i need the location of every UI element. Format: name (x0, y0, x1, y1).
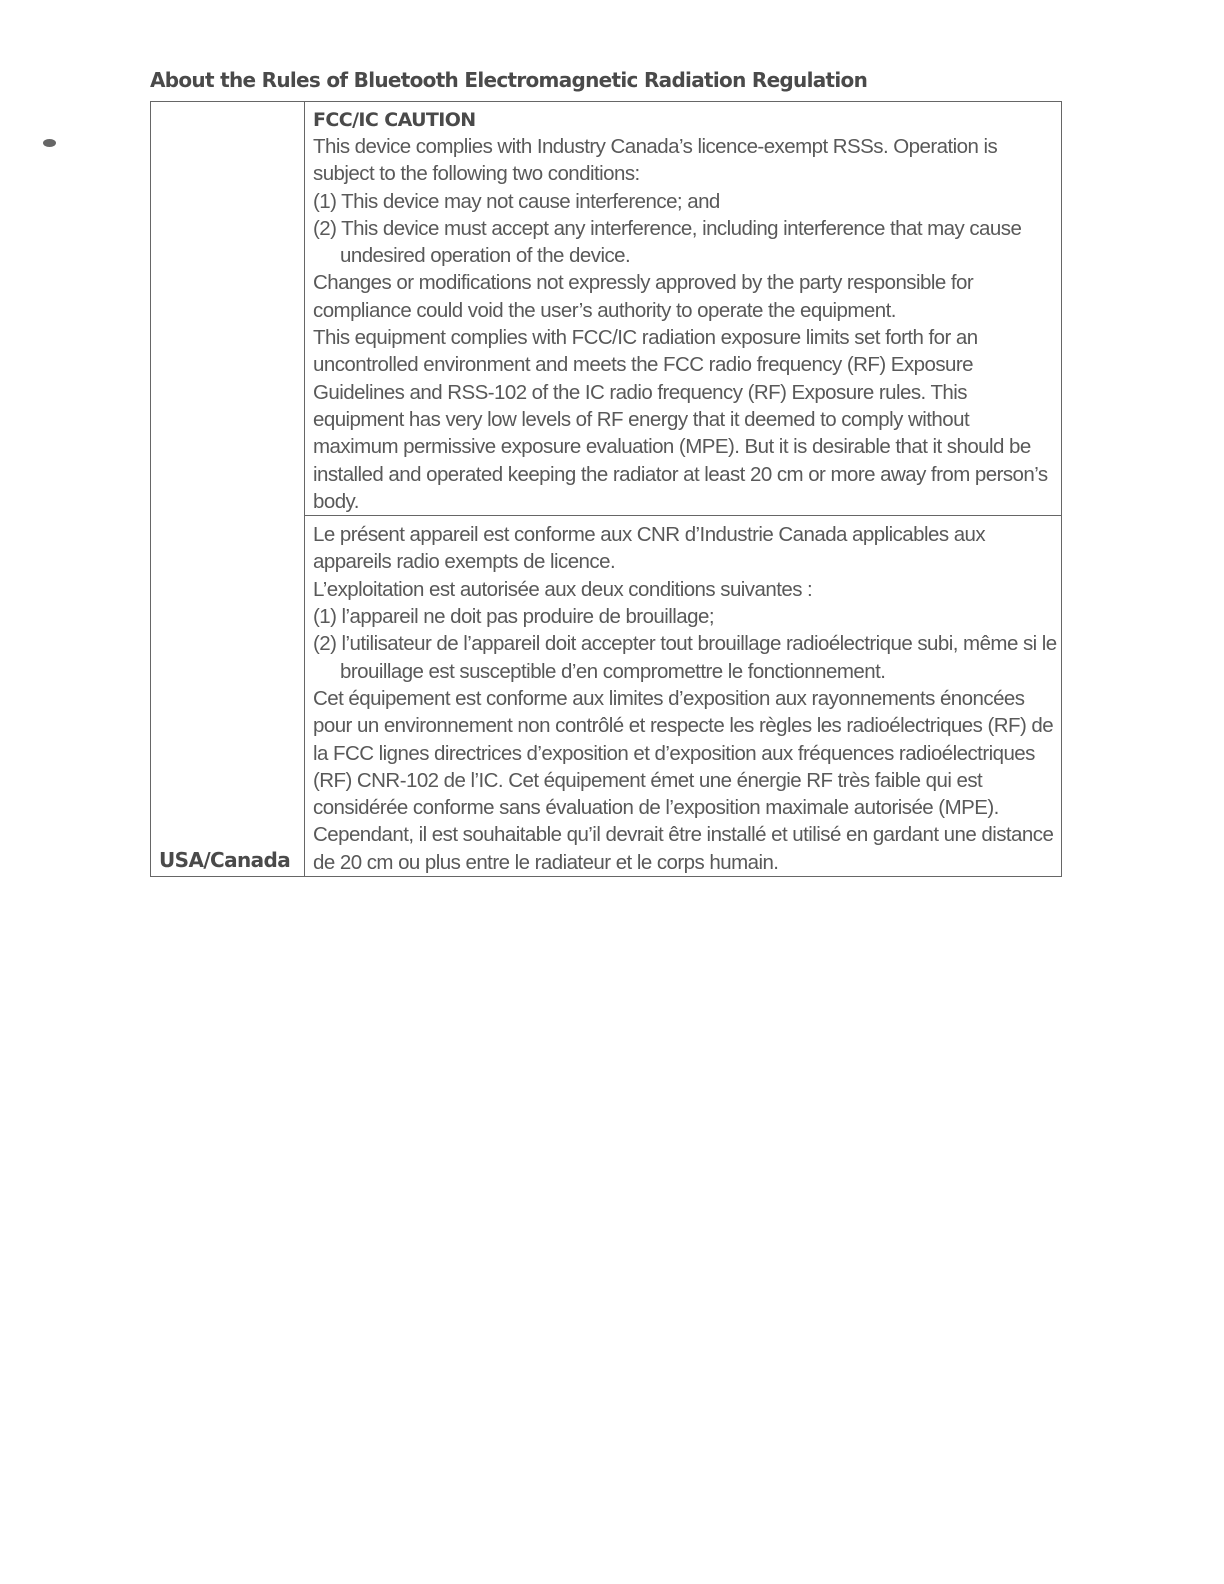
french-condition-1: (1) l’appareil ne doit pas produire de brouillage; (313, 605, 714, 629)
french-exposure-notice: Cet équipement est conforme aux limites d’exposition aux rayonnements énoncées pour un environnement non contrôlé et respecte les règles les radioélectriques (RF) de la FCC lignes directrices d’exposition et d’exposition aux fréquences radioélectriques (RF) CNR-102 de l’IC. Cet équipement émet une énergie RF très faible qui est considérée conforme sans évaluation de l’exposition maximale autorisée (MPE). Cependant, il est souhaitable qu’il devrait être installé et utilisé en gardant une distance de 20 cm ou plus entre le radiateur et le corps humain. (313, 686, 1054, 874)
french-condition-2: (2) l’utilisateur de l’appareil doit accepter tout brouillage radioélectrique subi, même si le brouillage est susceptible d’en compromettre le fonctionnement. (313, 632, 1057, 683)
caution-title: FCC/IC CAUTION (313, 109, 476, 131)
french-intro: Le présent appareil est conforme aux CNR d’Industrie Canada applicables aux appareils radio exempts de licence. (313, 523, 986, 574)
french-notice-cell (305, 516, 1062, 877)
english-changes-notice: Changes or modifications not expressly approved by the party responsible for compliance could void the user’s authority to operate the equipment. (313, 271, 974, 322)
english-condition-2: (2) This device must accept any interference, including interference that may cause undesired operation of the device. (313, 216, 1022, 268)
english-notice-cell (305, 102, 1062, 516)
region-label: USA/Canada (159, 848, 291, 873)
region-cell (151, 102, 305, 877)
english-intro: This device complies with Industry Canada’s licence-exempt RSSs. Operation is subject to the following two conditions: (313, 135, 998, 186)
scan-mark (43, 139, 56, 147)
page-heading: About the Rules of Bluetooth Electromagnetic Radiation Regulation (150, 68, 868, 92)
english-condition-1: (1) This device may not cause interference; and (313, 189, 720, 213)
french-conditions-intro: L’exploitation est autorisée aux deux conditions suivantes : (313, 577, 813, 601)
english-exposure-notice: This equipment complies with FCC/IC radiation exposure limits set forth for an uncontrolled environment and meets the FCC radio frequency (RF) Exposure Guidelines and RSS-102 of the IC radio frequency (RF) Exposure rules. This equipment has very low levels of RF energy that it deemed to comply without maximum permissive exposure evaluation (MPE). But it is desirable that it should be installed and operated keeping the radiator at least 20 cm or more away from person’s body. (313, 326, 1048, 513)
table-row (151, 102, 1062, 516)
regulation-table (150, 101, 1062, 877)
